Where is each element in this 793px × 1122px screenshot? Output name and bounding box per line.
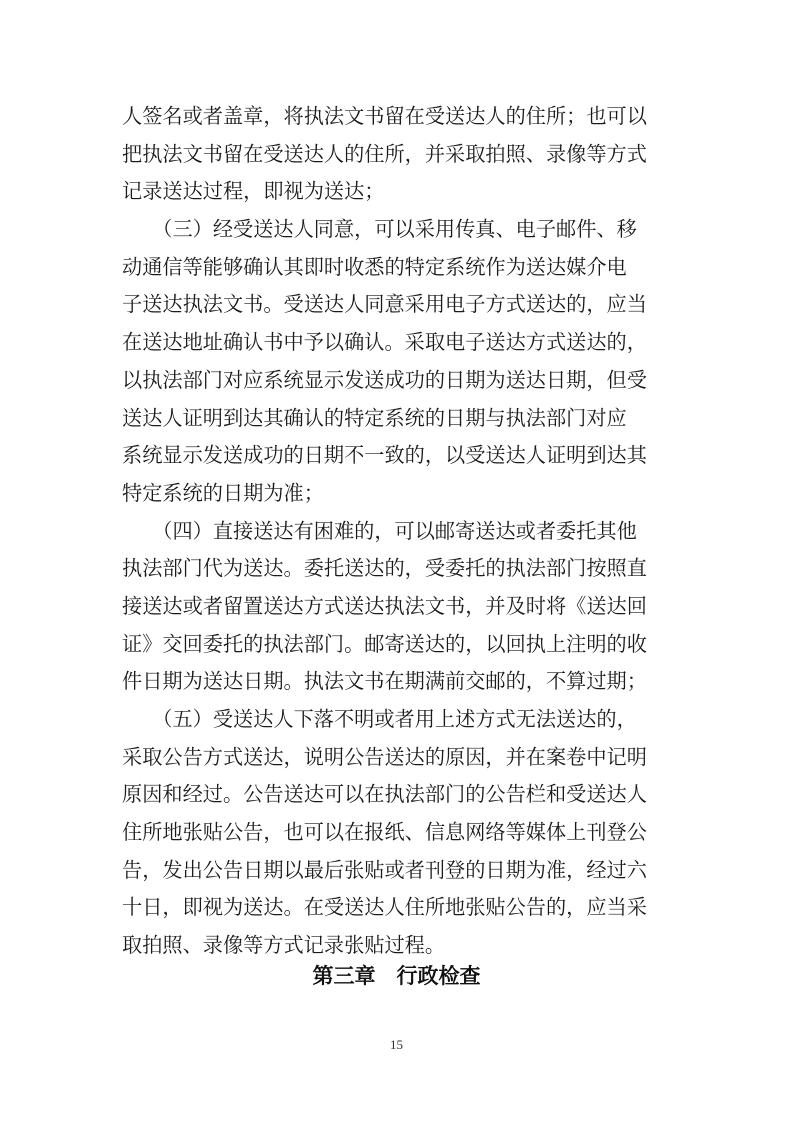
page-number: 15 — [390, 1037, 403, 1052]
text-line: 接送达或者留置送达方式送达执法文书，并及时将《送达回 — [122, 593, 647, 618]
text-line: 十日，即视为送达。在受送达人住所地张贴公告的，应当采 — [122, 895, 647, 920]
chapter-heading: 第三章 行政检查 — [312, 964, 481, 988]
text-line: 告，发出公告日期以最后张贴或者刊登的日期为准，经过六 — [122, 857, 647, 882]
text-line: 把执法文书留在受送达人的住所，并采取拍照、录像等方式 — [122, 141, 647, 166]
text-line: （五）受送达人下落不明或者用上述方式无法送达的， — [122, 707, 637, 731]
text-line: 子送达执法文书。受送达人同意采用电子方式送达的，应当 — [122, 292, 647, 317]
text-line: （三）经受送达人同意，可以采用传真、电子邮件、移 — [122, 217, 637, 242]
text-line: 以执法部门对应系统显示发送成功的日期为送达日期，但受 — [122, 367, 647, 392]
text-line: 记录送达过程，即视为送达； — [122, 179, 385, 204]
text-line: 住所地张贴公告，也可以在报纸、信息网络等媒体上刊登公 — [122, 820, 647, 845]
body-text — [122, 98, 682, 965]
text-line: 系统显示发送成功的日期不一致的，以受送达人证明到达其 — [122, 443, 647, 468]
text-line: 原因和经过。公告送达可以在执法部门的公告栏和受送达人 — [122, 782, 647, 807]
text-line: 人签名或者盖章，将执法文书留在受送达人的住所；也可以 — [122, 104, 647, 128]
text-line: 特定系统的日期为准； — [122, 480, 324, 505]
text-line: 执法部门代为送达。委托送达的，受委托的执法部门按照直 — [122, 556, 647, 581]
text-line: 送达人证明到达其确认的特定系统的日期与执法部门对应 — [122, 405, 627, 430]
text-line: （四）直接送达有困难的，可以邮寄送达或者委托其他 — [122, 518, 637, 543]
text-line: 在送达地址确认书中予以确认。采取电子送达方式送达的， — [122, 330, 647, 355]
text-line: 件日期为送达日期。执法文书在期满前交邮的，不算过期； — [122, 669, 647, 694]
text-line: 取拍照、录像等方式记录张贴过程。 — [122, 933, 446, 958]
text-line: 动通信等能够确认其即时收悉的特定系统作为送达媒介电 — [122, 254, 627, 279]
text-line: 采取公告方式送达，说明公告送达的原因，并在案卷中记明 — [122, 744, 647, 769]
text-line: 证》交回委托的执法部门。邮寄送达的，以回执上注明的收 — [122, 631, 647, 656]
